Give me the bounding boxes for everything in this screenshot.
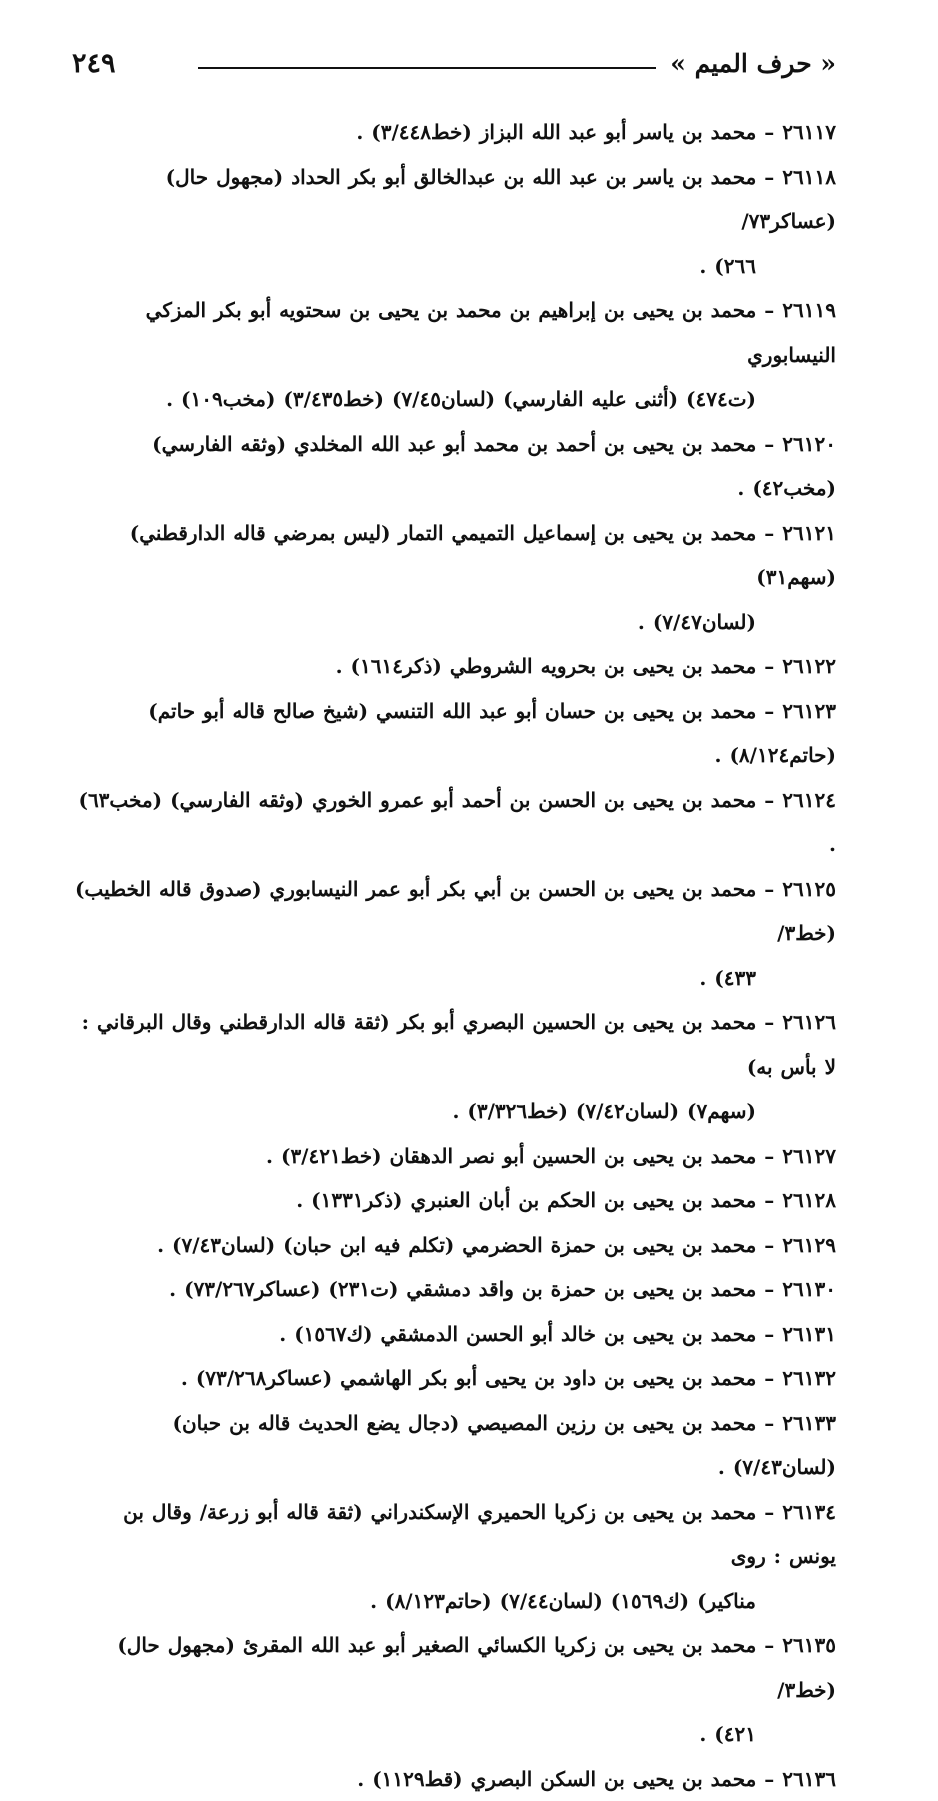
entry-number: ٢٦١٢٦ [782, 1010, 836, 1034]
entry-٢٦١٢٠ [70, 422, 836, 511]
entry-text: محمد بن يحيى بن الحسين أبو نصر الدهقان (خط٣/٤٢١) . [266, 1144, 756, 1168]
entry-dash: – [756, 298, 782, 322]
entry-text: محمد بن يحيى بن الحسن بن أبي بكر أبو عمر النيسابوري (صدوق قاله الخطيب) (خط٣/ [75, 877, 836, 946]
entry-number: ٢٦١٣٦ [782, 1767, 836, 1791]
entry-dash: – [756, 1366, 782, 1390]
entry-text: محمد بن يحيى بن داود بن يحيى أبو بكر الهاشمي (عساكر٧٣/٢٦٨) . [181, 1366, 756, 1390]
entry-text: محمد بن يحيى بن خالد أبو الحسن الدمشقي (ك١٥٦٧) . [279, 1322, 756, 1346]
entry-number: ٢٦١٢٠ [782, 432, 836, 456]
entry-continuation: ٢٦٦) . [70, 244, 836, 289]
entry-٢٦١٢٧ [70, 1134, 836, 1179]
entry-text: محمد بن ياسر أبو عبد الله البزاز (خط٣/٤٤٨) . [356, 120, 756, 144]
entry-٢٦١٣٣ [70, 1401, 836, 1490]
entry-text: محمد بن يحيى بن بحرويه الشروطي (ذكر١٦١٤) . [336, 654, 757, 678]
entry-dash: – [756, 788, 782, 812]
entry-number: ٢٦١١٨ [782, 165, 836, 189]
entry-text: محمد بن يحيى بن إسماعيل التميمي التمار (ليس بمرضي قاله الدارقطني) (سهم٣١) [130, 521, 836, 590]
entry-list [70, 110, 836, 1801]
entry-٢٦١٢٦ [70, 1000, 836, 1134]
entry-number: ٢٦١٣١ [782, 1322, 836, 1346]
entry-٢٦١١٨ [70, 155, 836, 289]
entry-number: ٢٦١٢٨ [782, 1188, 836, 1212]
entry-number: ٢٦١٣٠ [782, 1277, 836, 1301]
entry-٢٦١٣٠ [70, 1267, 836, 1312]
entry-text: محمد بن يحيى بن رزين المصيصي (دجال يضع الحديث قاله بن حبان) (لسان٧/٤٣) . [173, 1411, 837, 1480]
entry-text: محمد بن يحيى بن الحسين البصري أبو بكر (ثقة قاله الدارقطني وقال البرقاني : لا بأس به) [82, 1010, 836, 1079]
page-header [72, 44, 836, 88]
entry-dash: – [756, 1322, 782, 1346]
entry-text: محمد بن يحيى بن حسان أبو عبد الله التنسي (شيخ صالح قاله أبو حاتم) (حاتم٨/١٢٤) . [148, 699, 836, 768]
entry-number: ٢٦١٢١ [782, 521, 836, 545]
entry-text: محمد بن يحيى بن زكريا الكسائي الصغير أبو عبد الله المقرئ (مجهول حال) (خط٣/ [117, 1633, 836, 1702]
entry-continuation: ٤٣٣) . [70, 956, 836, 1001]
entry-text: محمد بن يحيى بن السكن البصري (قط١١٢٩) . [357, 1767, 756, 1791]
entry-٢٦١١٧ [70, 110, 836, 155]
entry-text: محمد بن يحيى بن أحمد بن محمد أبو عبد الله المخلدي (وثقه الفارسي) (مخب٤٢) . [152, 432, 836, 501]
entry-continuation: مناكير) (ك١٥٦٩) (لسان٧/٤٤) (حاتم٨/١٢٣) . [70, 1579, 836, 1624]
entry-٢٦١٣٤ [70, 1490, 836, 1624]
entry-٢٦١١٩ [70, 288, 836, 422]
entry-text: محمد بن يحيى بن زكريا الحميري الإسكندراني (ثقة قاله أبو زرعة/ وقال بن يونس : روى [123, 1500, 836, 1569]
entry-dash: – [756, 1188, 782, 1212]
entry-٢٦١٢٩ [70, 1223, 836, 1268]
entry-text: محمد بن يحيى بن الحكم بن أبان العنبري (ذكر١٣٣١) . [296, 1188, 756, 1212]
entry-text: محمد بن يحيى بن حمزة بن واقد دمشقي (ت٢٣١) (عساكر٧٣/٢٦٧) . [169, 1277, 756, 1301]
entry-text: محمد بن يحيى بن حمزة الحضرمي (تكلم فيه ابن حبان) (لسان٧/٤٣) . [157, 1233, 756, 1257]
entry-dash: – [756, 654, 782, 678]
entry-٢٦١٣١ [70, 1312, 836, 1357]
entry-number: ٢٦١٢٢ [782, 654, 836, 678]
entry-number: ٢٦١١٧ [782, 120, 836, 144]
page-number: ٢٤٩ [72, 46, 116, 82]
entry-number: ٢٦١٢٧ [782, 1144, 836, 1168]
entry-dash: – [756, 432, 782, 456]
entry-٢٦١٢٣ [70, 689, 836, 778]
entry-٢٦١٢٥ [70, 867, 836, 1001]
entry-٢٦١٣٥ [70, 1623, 836, 1757]
entry-dash: – [756, 1633, 782, 1657]
entry-number: ٢٦١٣٣ [782, 1411, 836, 1435]
entry-٢٦١٢٨ [70, 1178, 836, 1223]
entry-dash: – [756, 1411, 782, 1435]
entry-number: ٢٦١٢٩ [782, 1233, 836, 1257]
entry-number: ٢٦١٢٣ [782, 699, 836, 723]
entry-dash: – [756, 877, 782, 901]
entry-number: ٢٦١١٩ [782, 298, 836, 322]
entry-text: محمد بن يحيى بن الحسن بن أحمد أبو عمرو الخوري (وثقه الفارسي) (مخب٦٣) . [78, 788, 836, 857]
entry-number: ٢٦١٢٥ [782, 877, 836, 901]
entry-dash: – [756, 1500, 782, 1524]
entry-continuation: ٤٢١) . [70, 1712, 836, 1757]
entry-٢٦١٢١ [70, 511, 836, 645]
entry-number: ٢٦١٣٤ [782, 1500, 836, 1524]
running-title: « حرف الميم » [670, 46, 836, 82]
entry-٢٦١٣٢ [70, 1356, 836, 1401]
entry-continuation: (لسان٧/٤٧) . [70, 600, 836, 645]
entry-text: محمد بن يحيى بن إبراهيم بن محمد بن يحيى بن سحتويه أبو بكر المزكي النيسابوري [146, 298, 836, 367]
entry-٢٦١٣٦ [70, 1757, 836, 1801]
entry-number: ٢٦١٣٥ [782, 1633, 836, 1657]
entry-٢٦١٢٤ [70, 778, 836, 867]
entry-dash: – [756, 1767, 782, 1791]
entry-٢٦١٢٢ [70, 644, 836, 689]
entry-dash: – [756, 521, 782, 545]
entry-dash: – [756, 1233, 782, 1257]
entry-dash: – [756, 1010, 782, 1034]
entry-dash: – [756, 1277, 782, 1301]
entry-number: ٢٦١٣٢ [782, 1366, 836, 1390]
entry-dash: – [756, 699, 782, 723]
entry-dash: – [756, 1144, 782, 1168]
entry-number: ٢٦١٢٤ [782, 788, 836, 812]
header-rule [198, 67, 656, 69]
entry-dash: – [756, 120, 782, 144]
entry-continuation: (سهم٧) (لسان٧/٤٢) (خط٣/٣٢٦) . [70, 1089, 836, 1134]
entry-text: محمد بن ياسر بن عبد الله بن عبدالخالق أبو بكر الحداد (مجهول حال) (عساكر٧٣/ [166, 165, 836, 234]
entry-dash: – [756, 165, 782, 189]
entry-continuation: (ت٤٧٤) (أثنى عليه الفارسي) (لسان٧/٤٥) (خط٣/٤٣٥) (مخب١٠٩) . [70, 377, 836, 422]
